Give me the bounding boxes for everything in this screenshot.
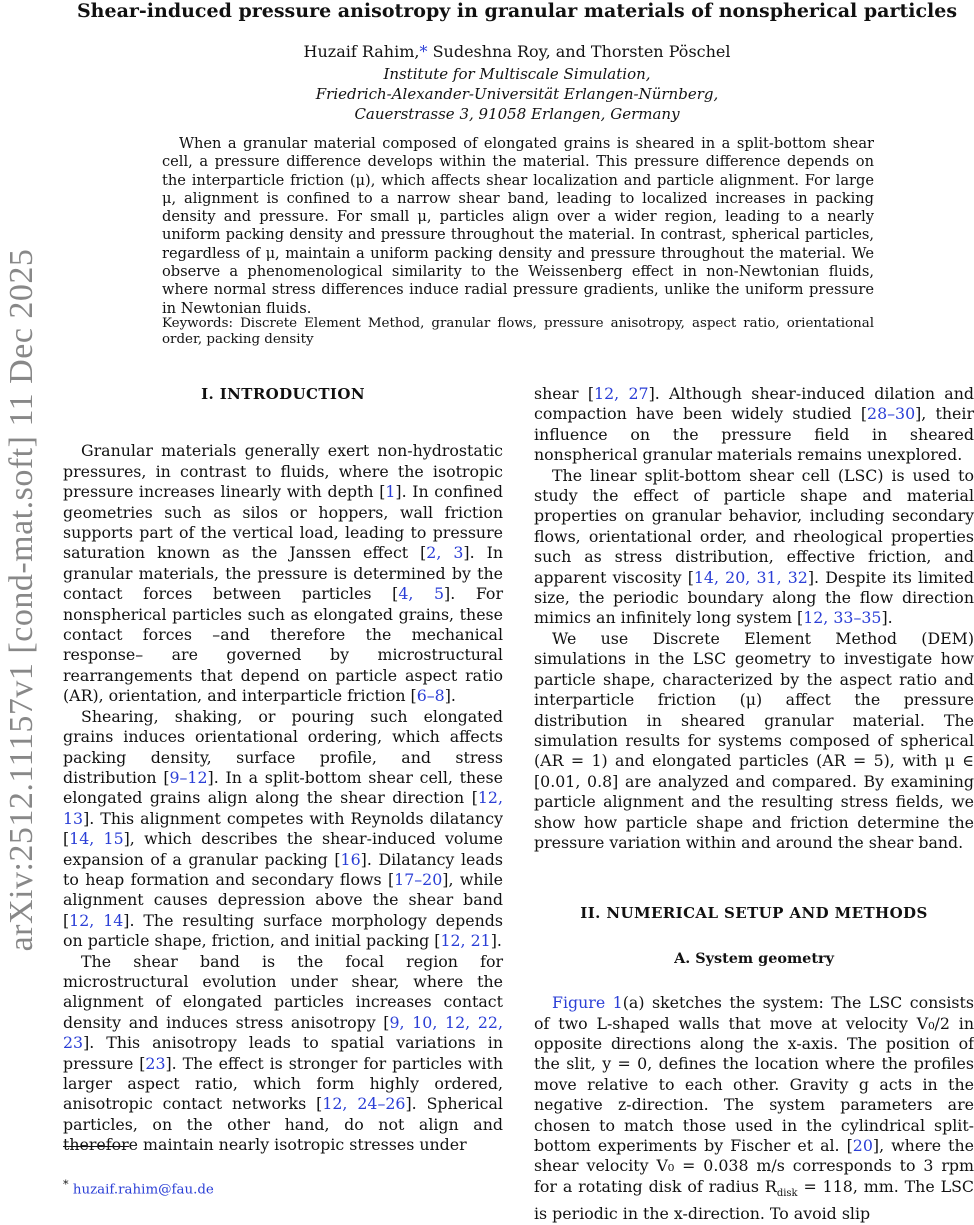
citation-link[interactable]: 16	[340, 849, 361, 869]
affiliation-line: Institute for Multiscale Simulation,	[383, 65, 651, 83]
citation-link[interactable]: 1	[385, 482, 396, 502]
footnote-mark: *	[63, 1178, 69, 1191]
citation-link[interactable]: 12, 24–26	[322, 1094, 406, 1114]
email-link[interactable]: huzaif.rahim@fau.de	[72, 1182, 214, 1198]
affiliation	[60, 64, 974, 124]
citation-link[interactable]: 9, 10, 12, 22, 23	[63, 1012, 503, 1053]
abstract: When a granular material composed of elongated grains is sheared in a split-bottom shear cell, a pressure difference develops within the material. This pressure difference depends on the interparticle friction (μ), which affects shear localization and particle alignment. For large μ, alignment is confined to a narrow shear band, leading to localized increases in packing density and pressure. For small μ, particles align over a wider region, leading to a nearly uniform packing density and pressure throughout the material. In contrast, spherical particles, regardless of μ, maintain a uniform packing density and pressure throughout the material. We observe a phenomenological similarity to the Weissenberg effect in non-Newtonian fluids, where normal stress differences induce radial pressure gradients, unlike the uniform pressure in Newtonian fluids.	[162, 135, 874, 317]
paragraph: Shearing, shaking, or pouring such elongated grains induces orientational ordering, which affects packing density, surface profile, and stress distribution [9–12]. In a split-bottom shear cell, these elongated grains align along the shear direction [12, 13]. This alignment competes with Reynolds dilatancy [14, 15], which describes the shear-induced volume expansion of a granular packing [16]. Dilatancy leads to heap formation and secondary flows [17–20], while alignment causes depression above the shear band [12, 14]. The resulting surface morphology depends on particle shape, friction, and initial packing [12, 21].	[63, 706, 504, 951]
citation-link[interactable]: 6–8	[416, 686, 445, 706]
paragraph: Granular materials generally exert non-hydrostatic pressures, in contrast to fluids, where the isotropic pressure increases linearly with depth [1]. In confined geometries such as silos or hoppers, wall friction supports part of the vertical load, leading to pressure saturation known as the Janssen effect [2, 3]. In granular materials, the pressure is determined by the contact forces between particles [4, 5]. For nonspherical particles such as elongated grains, these contact forces –and therefore the mechanical response– are governed by microstructural rearrangements that depend on particle aspect ratio (AR), orientation, and interparticle friction [6–8].	[63, 441, 503, 706]
left-column	[63, 384, 503, 1156]
citation-link[interactable]: 23	[145, 1053, 166, 1073]
citation-link[interactable]: 14, 15	[69, 829, 124, 849]
citation-link[interactable]: 12, 13	[63, 788, 503, 828]
keywords: Keywords: Discrete Element Method, granular flows, pressure anisotropy, aspect ratio, orientational order, packing density	[162, 316, 874, 347]
section-heading-introduction: I. INTRODUCTION	[201, 385, 365, 403]
paper-title: Shear-induced pressure anisotropy in granular materials of nonspherical particles	[76, 0, 958, 22]
affiliation-line: Friedrich-Alexander-Universität Erlangen-Nürnberg,	[315, 85, 719, 103]
subsection-heading-geometry: A. System geometry	[674, 949, 834, 967]
paragraph: The shear band is the focal region for microstructural evolution under shear, where the alignment of elongated particles increases contact density and induces stress anisotropy [9, 10, 12, 22, 23]. This anisotropy leads to spatial variations in pressure [23]. The effect is stronger for particles with larger aspect ratio, which form highly ordered, anisotropic contact networks [12, 24–26]. Spherical particles, on the other hand, do not align and therefore maintain nearly isotropic stresses under	[63, 951, 503, 1155]
citation-link[interactable]: 9–12	[169, 767, 208, 787]
paragraph: The linear split-bottom shear cell (LSC) is used to study the effect of particle shape and material properties on granular behavior, including secondary flows, orientational order, and rheological properties such as stress distribution, effective friction, and apparent viscosity [14, 20, 31, 32]. Despite its limited size, the periodic boundary along the flow direction mimics an infinitely long system [12, 33–35].	[534, 465, 974, 628]
citation-link[interactable]: 14, 20, 31, 32	[693, 567, 808, 587]
section-heading-numerical-setup: II. NUMERICAL SETUP AND METHODS	[580, 904, 928, 923]
paragraph: We use Discrete Element Method (DEM) simulations in the LSC geometry to investigate how particle shape, characterized by the aspect ratio and interparticle friction (μ) affect the pressure distribution in sheared granular material. The simulation results for systems composed of spherical (AR = 1) and elongated particles (AR = 5), with μ ∈ [0.01, 0.8] are analyzed and compared. By examining particle alignment and the resulting stress fields, we show how particle shape and friction determine the pressure variation within and around the shear band.	[534, 628, 974, 852]
citation-link[interactable]: 12, 27	[594, 384, 649, 403]
citation-link[interactable]: 28–30	[867, 404, 916, 424]
footnote-divider	[63, 1146, 129, 1147]
right-column	[534, 384, 974, 1225]
footnote	[63, 1178, 214, 1197]
paragraph: Figure 1(a) sketches the system: The LSC consists of two L-shaped walls that move at velocity V₀/2 in opposite directions along the x-axis. The position of the slit, y = 0, defines the location where the profiles move relative to each other. Gravity g acts in the negative z-direction. The system parameters are chosen to match those used in the cylindrical split-bottom experiments by Fischer et al. [20], where the shear velocity V₀ = 0.038 m/s corresponds to 3 rpm for a rotating disk of radius $R_{disk} = 118$, mm. The LSC is periodic in the x-direction. To avoid slip	[534, 993, 974, 1224]
citation-link[interactable]: 4, 5	[398, 584, 445, 604]
author-list	[60, 42, 974, 61]
paragraph: shear [12, 27]. Although shear-induced dilation and compaction have been widely studied [28–30], their influence on the pressure field in sheared nonspherical granular materials remains unexplored.	[534, 384, 974, 465]
citation-link[interactable]: 2, 3	[426, 543, 464, 563]
citation-link[interactable]: 12, 21	[440, 931, 491, 951]
citation-link[interactable]: 12, 33–35	[803, 608, 882, 628]
author-first: Huzaif Rahim,	[303, 42, 420, 61]
citation-link[interactable]: 20	[852, 1136, 873, 1155]
figure-link[interactable]: Figure 1	[552, 993, 623, 1013]
arxiv-identifier: arXiv:2512.11157v1 [cond-mat.soft] 11 Dec 2025	[3, 248, 40, 952]
affiliation-line: Cauerstrasse 3, 91058 Erlangen, Germany	[354, 105, 680, 123]
citation-link[interactable]: 17–20	[394, 869, 443, 889]
arxiv-sidebar	[0, 0, 50, 1200]
author-others: Sudeshna Roy, and Thorsten Pöschel	[427, 42, 731, 61]
author-footnote-link[interactable]: *	[419, 42, 428, 61]
citation-link[interactable]: 12, 14	[69, 910, 124, 930]
